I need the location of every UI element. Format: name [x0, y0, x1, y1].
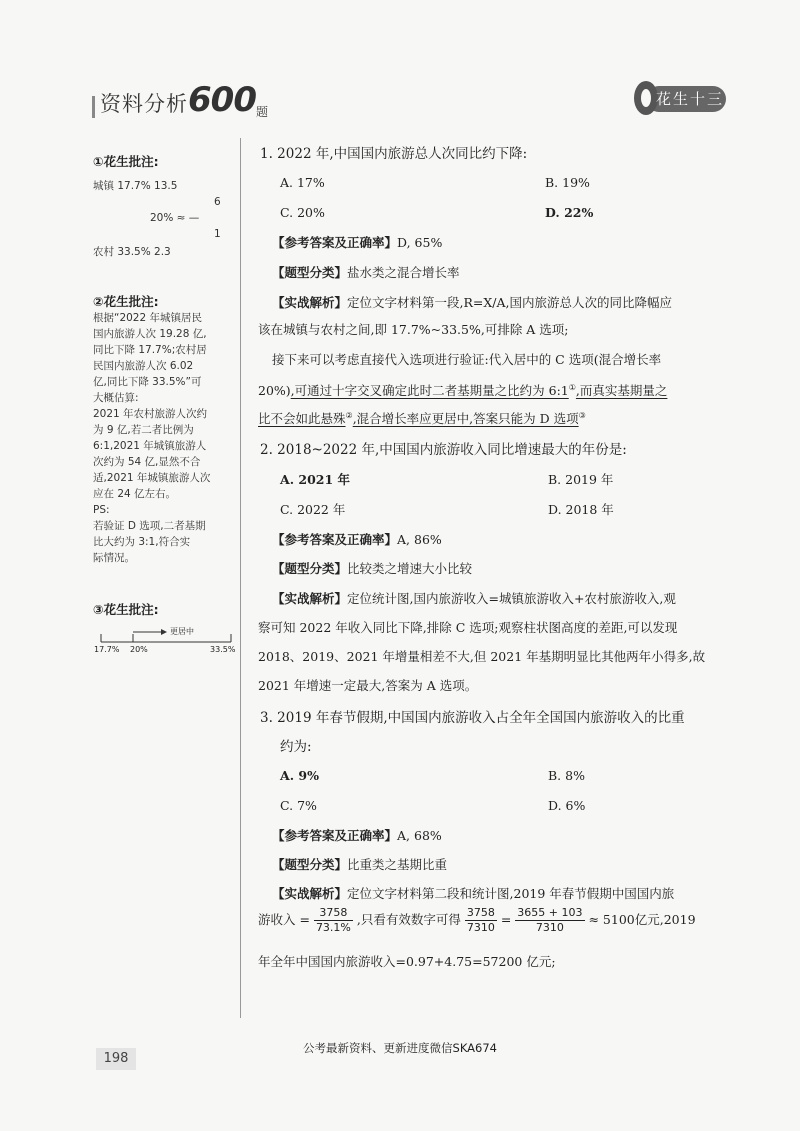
q3-analysis-l2-mid: ,只看有效数字可得	[356, 912, 461, 927]
q1-analysis-l4	[258, 378, 738, 401]
q3-analysis-text: 定位文字材料第二段和统计图,2019 年春节假期中国国内旅	[347, 886, 675, 901]
q2-option-b: B. 2019 年	[548, 472, 614, 487]
note1-denominator: 1	[214, 228, 221, 240]
note2-line: 适,2021 年城镇旅游人次	[93, 472, 211, 484]
q3-option-b: B. 8%	[548, 768, 585, 783]
equals-sign: =	[500, 912, 512, 927]
note2-line: 为 9 亿,若二者比例为	[93, 424, 194, 436]
note2-body	[93, 310, 243, 566]
note2-line: 应在 24 亿左右。	[93, 488, 177, 500]
book-title-prefix: 资料分析	[100, 92, 188, 116]
q3-type-text: 比重类之基期比重	[347, 857, 448, 872]
fraction-2	[465, 906, 497, 935]
q3-analysis-l2-pre: 游收入 =	[258, 912, 310, 927]
q2-answer-tag: 【参考答案及正确率】	[272, 532, 398, 547]
q1-analysis-l3: 接下来可以考虑直接代入选项进行验证:代入居中的 C 选项(混合增长率	[272, 352, 662, 367]
note1-row1: 城镇 17.7% 13.5	[93, 180, 178, 192]
q1-mark1: ①	[568, 383, 576, 392]
q1-type-text: 盐水类之混合增长率	[347, 265, 460, 280]
q1-mark2: ②	[345, 411, 353, 420]
q3-option-c: C. 7%	[280, 798, 317, 813]
fraction-1-numerator: 3758	[314, 906, 353, 921]
q2-answer-text: A, 86%	[397, 532, 442, 547]
q1-analysis-tag: 【实战解析】	[272, 295, 348, 310]
q3-option-d: D. 6%	[548, 798, 586, 813]
q1-analysis-l1	[272, 293, 732, 313]
note2-line: 同比下降 17.7%;农村居	[93, 344, 207, 356]
q3-analysis-l3: 年全年中国国内旅游收入=0.97+4.75=57200 亿元;	[258, 954, 556, 969]
tick-mid-label: 20%	[130, 645, 148, 654]
q2-answer	[272, 530, 742, 550]
fraction-2-denominator: 7310	[466, 921, 495, 934]
note2-line: 大概估算:	[93, 392, 139, 404]
q2-analysis-l4: 2021 年增速一定最大,答案为 A 选项。	[258, 678, 478, 693]
number-line-diagram	[95, 622, 235, 662]
fraction-3-numerator: 3655 + 103	[517, 906, 583, 919]
page-number: 198	[96, 1048, 136, 1070]
q1-type	[272, 263, 742, 283]
q1-analysis-l4a: 20%)	[258, 383, 291, 399]
q2-option-a: A. 2021 年	[280, 472, 351, 487]
q1-option-b: B. 19%	[545, 175, 590, 190]
note2-line: PS:	[93, 504, 110, 516]
q3-answer-text: A, 68%	[397, 828, 442, 843]
fraction-3-denominator: 7310	[535, 921, 564, 934]
q2-type	[272, 559, 742, 579]
tick-left-label: 17.7%	[94, 645, 120, 654]
q1-answer	[272, 233, 742, 253]
q1-type-tag: 【题型分类】	[272, 265, 348, 280]
q1-answer-text: D, 65%	[397, 235, 443, 250]
q3-analysis-l1	[272, 884, 732, 904]
q3-option-a: A. 9%	[280, 768, 319, 783]
q2-analysis-l1	[272, 589, 732, 609]
q1-answer-tag: 【参考答案及正确率】	[272, 235, 398, 250]
note2-line: 6:1,2021 年城镇旅游人	[93, 440, 207, 452]
q3-type	[272, 855, 742, 875]
note2-heading: ②花生批注:	[93, 294, 159, 309]
note3-heading: ③花生批注:	[93, 602, 159, 617]
q1-option-c: C. 20%	[280, 205, 325, 220]
q1-analysis-l4b: ,可通过十字交叉确定此时二者基期量之比约为 6:1	[290, 383, 569, 399]
diagram-label: 更居中	[170, 627, 194, 636]
q3-answer-tag: 【参考答案及正确率】	[272, 828, 398, 843]
q2-type-text: 比较类之增速大小比较	[347, 561, 473, 576]
fraction-2-numerator: 3758	[466, 906, 495, 919]
fraction-3	[515, 906, 584, 935]
q1-analysis-l4c: ,而真实基期量之	[575, 383, 668, 399]
q3-stem-l2: 约为:	[280, 739, 312, 755]
q3-analysis-l2	[258, 906, 738, 935]
q1-analysis-l5b: ,混合增长率应更居中,答案只能为 D 选项	[352, 411, 579, 427]
q2-analysis-l3: 2018、2019、2021 年增量相差不大,但 2021 年基期明显比其他两年小得多,故	[258, 649, 706, 664]
note1-row5: 农村 33.5% 2.3	[93, 246, 171, 258]
q3-stem-l1: 3. 2019 年春节假期,中国国内旅游收入占全年全国国内旅游收入的比重	[260, 710, 685, 726]
note2-line: 亿,同比下降 33.5%”可	[93, 376, 202, 388]
book-title-suffix: 题	[255, 105, 269, 119]
logo-text: 花生十三	[656, 90, 725, 108]
footer-text: 公考最新资料、更新进度微信SKA674	[303, 1041, 497, 1055]
q3-answer	[272, 826, 742, 846]
note2-line: 民国内旅游人次 6.02	[93, 360, 194, 372]
q2-analysis-l2: 察可知 2022 年收入同比下降,排除 C 选项;观察柱状图高度的差距,可以发现	[258, 620, 678, 635]
q2-analysis-tag: 【实战解析】	[272, 591, 348, 606]
note1-numerator: 6	[214, 196, 221, 208]
q1-analysis-l5	[258, 406, 738, 429]
q1-stem: 1. 2022 年,中国国内旅游总人次同比约下降:	[260, 146, 528, 162]
q2-option-c: C. 2022 年	[280, 502, 346, 517]
q2-stem: 2. 2018~2022 年,中国国内旅游收入同比增速最大的年份是:	[260, 442, 627, 458]
note1-heading: ①花生批注:	[93, 154, 159, 169]
note1-row3: 20% ≈ —	[150, 212, 200, 224]
book-title-number: 600	[188, 80, 256, 120]
note2-line: 2021 年农村旅游人次约	[93, 408, 208, 420]
q3-analysis-l2-post: ≈ 5100亿元,2019	[588, 912, 696, 927]
q2-type-tag: 【题型分类】	[272, 561, 348, 576]
q1-mark3: ③	[578, 411, 586, 420]
q2-option-d: D. 2018 年	[548, 502, 614, 517]
note2-line: 际情况。	[93, 552, 135, 564]
note2-line: 比大约为 3:1,符合实	[93, 536, 191, 548]
note2-line: 根据“2022 年城镇居民	[93, 312, 202, 324]
note2-line: 次约为 54 亿,显然不合	[93, 456, 201, 468]
q3-analysis-tag: 【实战解析】	[272, 886, 348, 901]
tick-right-label: 33.5%	[210, 645, 236, 654]
column-divider	[240, 138, 241, 1018]
q1-option-d: D. 22%	[545, 205, 594, 220]
q3-type-tag: 【题型分类】	[272, 857, 348, 872]
q1-analysis-text: 定位文字材料第一段,R=X/A,国内旅游总人次的同比降幅应	[347, 295, 672, 310]
q2-analysis-text: 定位统计图,国内旅游收入=城镇旅游收入+农村旅游收入,观	[347, 591, 676, 606]
q1-analysis-l5a: 比不会如此悬殊	[258, 411, 346, 427]
header-bar	[92, 96, 95, 118]
q1-analysis-l2: 该在城镇与农村之间,即 17.7%~33.5%,可排除 A 选项;	[258, 322, 569, 337]
book-title	[100, 80, 269, 120]
note2-line: 国内旅游人次 19.28 亿,	[93, 328, 207, 340]
note2-line: 若验证 D 选项,二者基期	[93, 520, 206, 532]
fraction-1-denominator: 73.1%	[315, 921, 351, 934]
fraction-1	[314, 906, 353, 935]
q1-option-a: A. 17%	[280, 175, 325, 190]
